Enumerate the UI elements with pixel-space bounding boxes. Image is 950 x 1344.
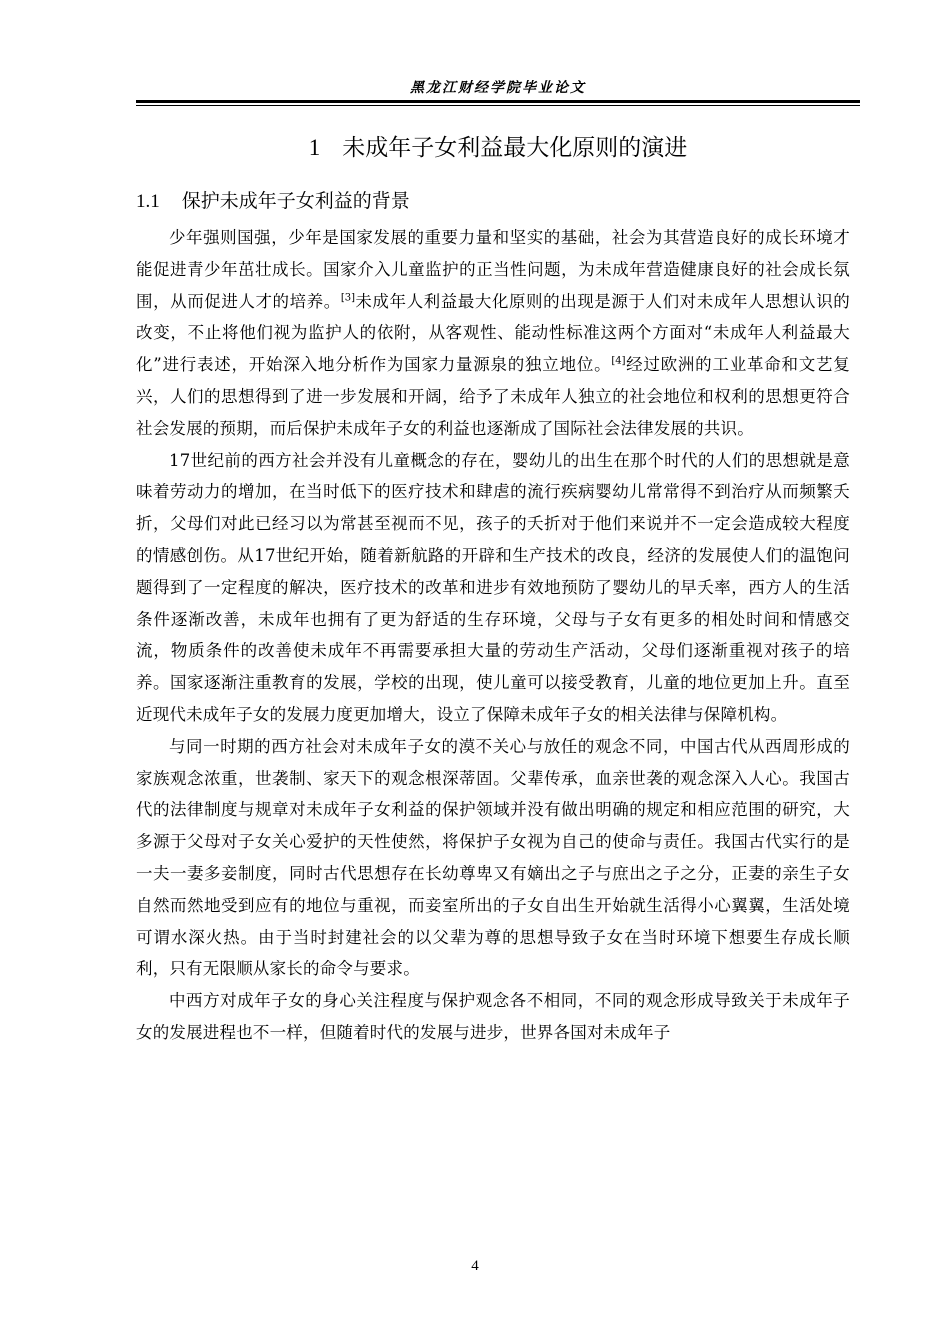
paragraph-3: 与同一时期的西方社会对未成年子女的漠不关心与放任的观念不同，中国古代从西周形成的家族观念浓重，世袭制、家天下的观念根深蒂固。父辈传承，血亲世袭的观念深入人心。我国古代的法律制度与规章对未成年子女利益的保护领域并没有做出明确的规定和相应范围的研究，大多源于父母对子女关心爱护的天性使然，将保护子女视为自己的使命与责任。我国古代实行的是一夫一妻多妾制度，同时古代思想存在长幼尊卑又有嫡出之子与庶出之子之分，正妻的亲生子女自然而然地受到应有的地位与重视，而妾室所出的子女自出生开始就生活得小心翼翼，生活处境可谓水深火热。由于当时封建社会的以父辈为尊的思想导致子女在当时环境下想要生存成长顺利，只有无限顺从家长的命令与要求。 bbox=[136, 736, 850, 979]
paragraph-1 bbox=[136, 222, 850, 445]
section-title-text: 保护未成年子女利益的背景 bbox=[181, 190, 410, 212]
section-number: 1.1 bbox=[136, 191, 160, 212]
paragraph-2: 17世纪前的西方社会并没有儿童概念的存在，婴幼儿的出生在那个时代的人们的思想就是意味着劳动力的增加，在当时低下的医疗技术和肆虐的流行疾病婴幼儿常常得不到治疗从而频繁夭折，父母们对此已经习以为常甚至视而不见，孩子的夭折对于他们来说并不一定会造成较大程度的情感创伤。从17世纪开始，随着新航路的开辟和生产技术的改良，经济的发展使人们的温饱问题得到了一定程度的解决，医疗技术的改革和进步有效地预防了婴幼儿的早夭率，西方人的生活条件逐渐改善，未成年也拥有了更为舒适的生存环境，父母与子女有更多的相处时间和情感交流，物质条件的改善使未成年不再需要承担大量的劳动生产活动，父母们逐渐重视对孩子的培养。国家逐渐注重教育的发展，学校的出现，使儿童可以接受教育，儿童的地位更加上升。直至近现代未成年子女的发展力度更加增大，设立了保障未成年子女的相关法律与保障机构。 bbox=[136, 450, 850, 724]
paragraph-1-text-b: 未成年人利益最大化原则的出现是源于人们对未成年人思想认识的改变，不止将他们视为监护人的依附，从客观性、能动性标准这两个方面对“未成年人利益最大化”进行表述，开始深入地分析作为国家力量源泉的独立地位。 bbox=[136, 291, 850, 375]
paragraph-4: 中西方对成年子女的身心关注程度与保护观念各不相同，不同的观念形成导致关于未成年子女的发展进程也不一样，但随着时代的发展与进步，世界各国对未成年子 bbox=[136, 991, 850, 1042]
citation-4[interactable]: [4] bbox=[611, 355, 626, 367]
body-text bbox=[136, 222, 850, 1049]
chapter-title-text: 未成年子女利益最大化原则的演进 bbox=[342, 135, 688, 161]
paragraph-1-text-a: 少年强则国强，少年是国家发展的重要力量和坚实的基础，社会为其营造良好的成长环境才能促进青少年茁壮成长。国家介入儿童监护的正当性问题，为未成年营造健康良好的社会成长氛围，从而促进人才的培养。 bbox=[136, 228, 850, 311]
header-rule-thick bbox=[136, 100, 860, 103]
page-number: 4 bbox=[471, 1258, 479, 1274]
paragraph-1-text-c: 经过欧洲的工业革命和文艺复兴，人们的思想得到了进一步发展和开阔，给予了未成年人独立的社会地位和权利的思想更符合社会发展的预期，而后保护未成年子女的利益也逐渐成了国际社会法律发展的共识。 bbox=[136, 355, 850, 438]
section-title bbox=[136, 186, 410, 217]
chapter-title bbox=[136, 131, 860, 165]
citation-3[interactable]: [3] bbox=[340, 292, 355, 304]
header-rule-thin bbox=[136, 105, 860, 106]
chapter-number: 1 bbox=[308, 135, 321, 160]
running-header: 黑龙江财经学院毕业论文 bbox=[410, 80, 586, 96]
